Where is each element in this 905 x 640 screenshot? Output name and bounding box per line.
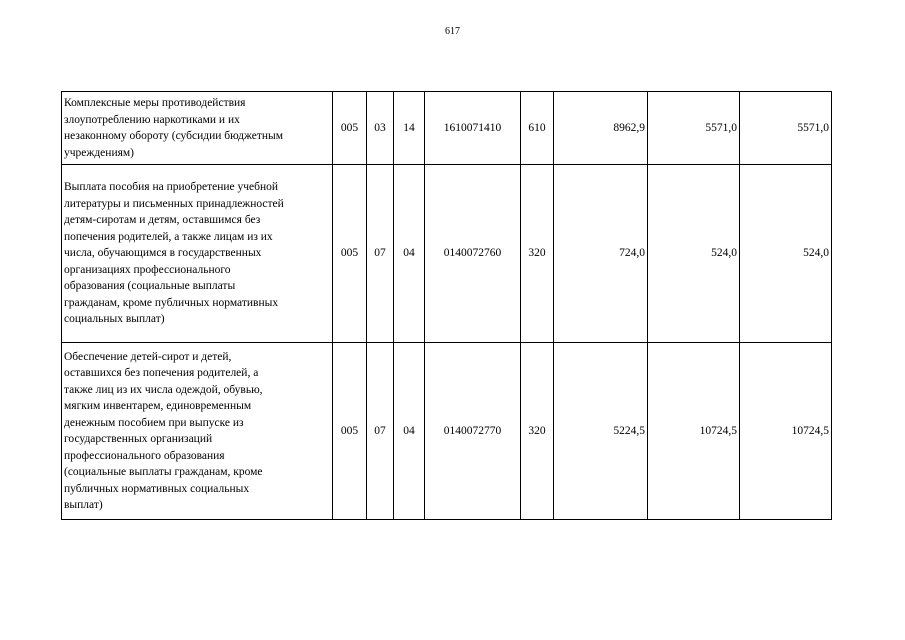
amount-year-1: 8962,9 [554, 92, 648, 165]
description-line: незаконному обороту (субсидии бюджетным [64, 130, 284, 142]
row-description [62, 92, 333, 165]
subsection-code: 04 [394, 165, 425, 343]
row-description [62, 165, 333, 343]
amount-year-3: 5571,0 [740, 92, 832, 165]
table-row [62, 92, 832, 165]
row-description [62, 343, 333, 520]
target-article-code: 0140072770 [425, 343, 521, 520]
section-code: 03 [367, 92, 394, 165]
target-article-code: 0140072760 [425, 165, 521, 343]
ministry-code: 005 [333, 92, 367, 165]
subsection-code: 04 [394, 343, 425, 520]
table-row [62, 165, 832, 343]
description-line: мягким инвентарем, единовременным [64, 400, 252, 412]
description-line: государственных организаций [64, 433, 213, 445]
expense-type-code: 610 [521, 92, 554, 165]
ministry-code: 005 [333, 165, 367, 343]
description-line: числа, обучающимся в государственных [64, 247, 262, 260]
description-line: попечения родителей, а также лицам из их [64, 230, 273, 243]
description-line: злоупотреблению наркотиками и их [64, 113, 240, 126]
description-line: профессионального образования [64, 449, 225, 462]
description-line: организациях профессионального [64, 263, 231, 276]
amount-year-2: 5571,0 [648, 92, 740, 165]
description-line: также лиц из их числа одеждой, обувью, [64, 383, 263, 396]
expense-type-code: 320 [521, 165, 554, 343]
description-line: публичных нормативных социальных [64, 482, 250, 495]
description-line: учреждениям) [64, 146, 134, 159]
description-line: денежным пособием при выпуске из [64, 416, 244, 429]
description-line: социальных выплат) [64, 313, 165, 326]
section-code: 07 [367, 165, 394, 343]
expense-type-code: 320 [521, 343, 554, 520]
description-line: гражданам, кроме публичных нормативных [64, 296, 279, 309]
table-row [62, 343, 832, 520]
description-line: выплат) [64, 499, 103, 511]
subsection-code: 14 [394, 92, 425, 165]
amount-year-2: 10724,5 [648, 343, 740, 520]
description-line: Комплексные меры противодействия [64, 97, 246, 109]
description-line: литературы и письменных принадлежностей [64, 197, 284, 210]
amount-year-1: 5224,5 [554, 343, 648, 520]
description-line: детям-сиротам и детям, оставшимся без [64, 214, 261, 227]
amount-year-2: 524,0 [648, 165, 740, 343]
amount-year-1: 724,0 [554, 165, 648, 343]
description-line: образования (социальные выплаты [64, 280, 236, 293]
section-code: 07 [367, 343, 394, 520]
description-line: Выплата пособия на приобретение учебной [64, 181, 279, 194]
description-line: оставшихся без попечения родителей, а [64, 367, 259, 379]
budget-table [61, 91, 832, 520]
target-article-code: 1610071410 [425, 92, 521, 165]
description-line: Обеспечение детей-сирот и детей, [64, 350, 232, 363]
amount-year-3: 10724,5 [740, 343, 832, 520]
description-line: (социальные выплаты гражданам, кроме [64, 466, 263, 478]
ministry-code: 005 [333, 343, 367, 520]
amount-year-3: 524,0 [740, 165, 832, 343]
page-number: 617 [445, 26, 460, 37]
